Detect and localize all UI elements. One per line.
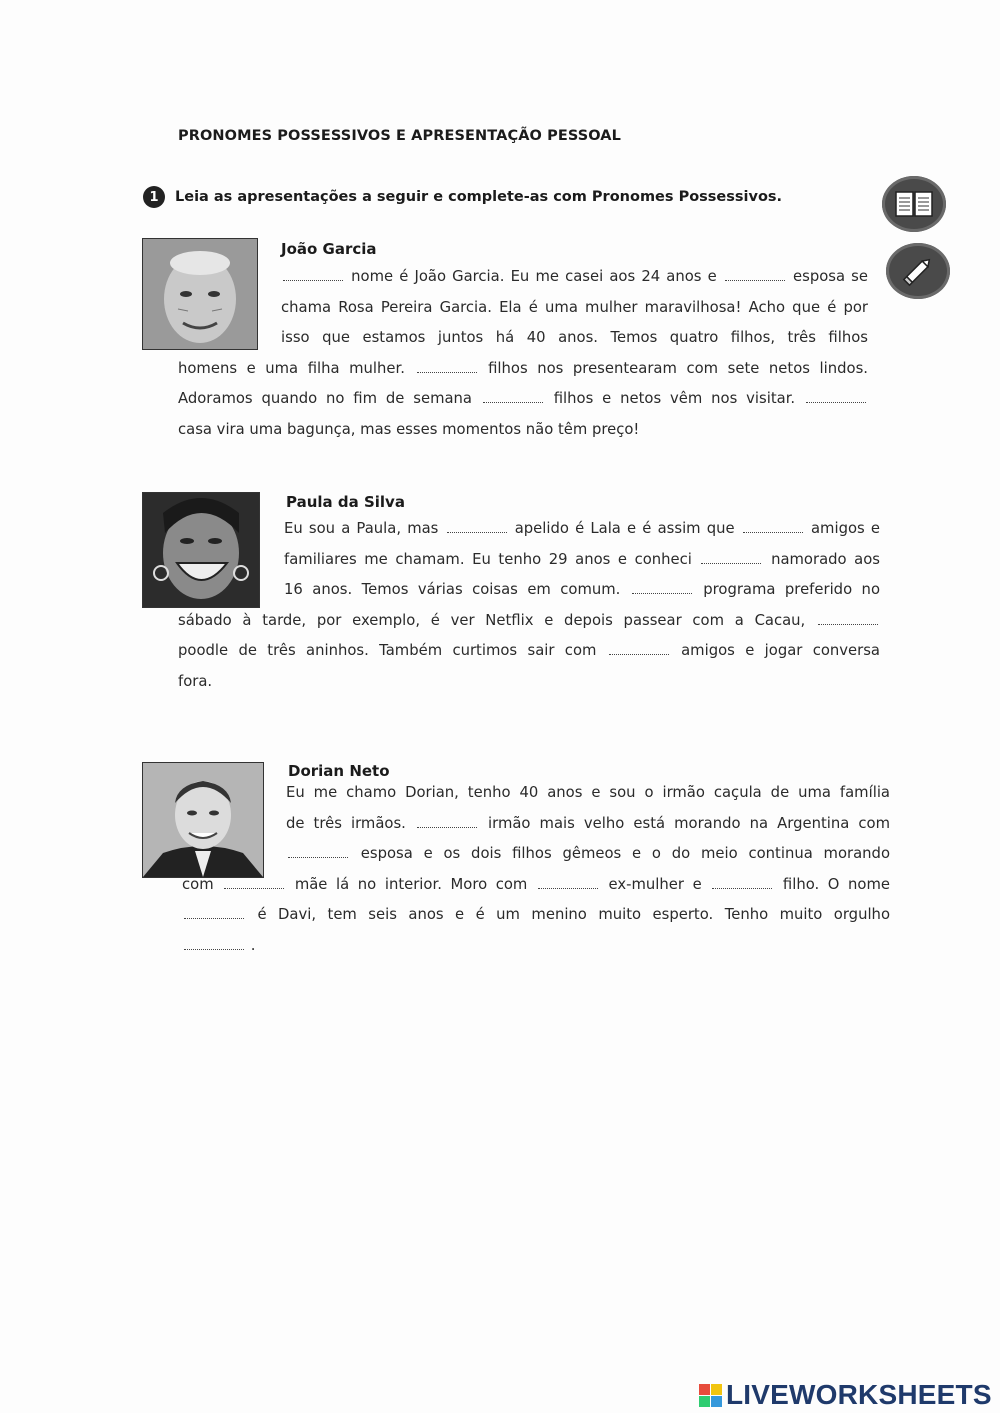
answer-blank[interactable] — [224, 874, 284, 889]
paragraph-line — [182, 870, 890, 901]
section-name: Paula da Silva — [286, 493, 405, 511]
page-title: PRONOMES POSSESSIVOS E APRESENTAÇÃO PESSOAL — [178, 128, 621, 144]
answer-blank[interactable] — [806, 388, 866, 403]
paragraph-text: filhos e netos vêm nos visitar. — [544, 390, 804, 407]
paragraph-text: namorado aos — [763, 550, 880, 568]
paragraph-text: de três irmãos. — [286, 814, 415, 832]
paragraph-line — [281, 262, 868, 293]
answer-blank[interactable] — [184, 904, 244, 919]
paragraph-line — [178, 606, 880, 637]
paragraph-text: programa preferido no — [693, 581, 880, 598]
paragraph-joao — [178, 262, 868, 445]
paragraph-line — [281, 293, 868, 324]
paragraph-text: apelido é Lala e é assim que — [508, 520, 741, 537]
paragraph-text: esposa e os dois filhos gêmeos e o do meio continua morando — [350, 845, 890, 862]
paragraph-text: fora. — [178, 672, 213, 690]
paragraph-text: . — [246, 936, 256, 954]
paragraph-text: irmão mais velho está morando na Argentina com — [478, 814, 890, 832]
paragraph-line — [284, 545, 880, 576]
answer-blank[interactable] — [483, 388, 543, 403]
paragraph-line — [286, 778, 890, 809]
paragraph-line — [284, 575, 880, 606]
paragraph-text: casa vira uma bagunça, mas esses momentos não têm preço! — [178, 420, 640, 438]
answer-blank[interactable] — [447, 518, 507, 533]
paragraph-text: filhos nos presentearam com sete netos lindos. — [478, 359, 868, 377]
paragraph-text: nome é João Garcia. Eu me casei aos 24 anos e — [345, 268, 723, 285]
paragraph-line — [284, 514, 880, 545]
paragraph-text: poodle de três aninhos. Também curtimos sair com — [178, 642, 607, 659]
answer-blank[interactable] — [283, 266, 343, 281]
answer-blank[interactable] — [632, 579, 692, 594]
paragraph-text: familiares me chamam. Eu tenho 29 anos e conheci — [284, 550, 700, 568]
paragraph-line — [178, 667, 880, 698]
liveworksheets-brand — [699, 1379, 992, 1411]
instruction-text: Leia as apresentações a seguir e complete-as com Pronomes Possessivos. — [175, 189, 783, 205]
paragraph-line — [178, 415, 868, 446]
answer-blank[interactable] — [701, 549, 761, 564]
paragraph-text: amigos e jogar conversa — [670, 642, 880, 659]
paragraph-text: Eu sou a Paula, mas — [284, 520, 445, 537]
paragraph-text: é Davi, tem seis anos e é um menino muito esperto. Tenho muito orgulho — [246, 906, 890, 923]
answer-blank[interactable] — [184, 935, 244, 950]
paragraph-line — [286, 809, 890, 840]
answer-blank[interactable] — [417, 813, 477, 828]
paragraph-text: esposa se — [786, 268, 868, 285]
answer-blank[interactable] — [712, 874, 772, 889]
answer-blank[interactable] — [288, 843, 348, 858]
brand-name: LIVEWORKSHEETS — [726, 1379, 992, 1410]
paragraph-text: mãe lá no interior. Moro com — [286, 875, 536, 893]
answer-blank[interactable] — [609, 640, 669, 655]
exercise-instruction — [143, 186, 782, 208]
pencil-icon[interactable] — [886, 243, 950, 299]
paragraph-text: filho. O nome — [774, 875, 890, 893]
paragraph-text: 16 anos. Temos várias coisas em comum. — [284, 581, 630, 598]
answer-blank[interactable] — [725, 266, 785, 281]
paragraph-line — [178, 636, 880, 667]
paragraph-line — [286, 839, 890, 870]
paragraph-line — [182, 931, 890, 962]
paragraph-text: sábado à tarde, por exemplo, é ver Netflix e depois passear com a Cacau, — [178, 611, 816, 629]
answer-blank[interactable] — [743, 518, 803, 533]
section-name: João Garcia — [281, 240, 377, 258]
paragraph-text: chama Rosa Pereira Garcia. Ela é uma mulher maravilhosa! Acho que é por — [281, 298, 868, 316]
paragraph-text: Eu me chamo Dorian, tenho 40 anos e sou o irmão caçula de uma família — [286, 784, 890, 801]
paragraph-text: com — [182, 875, 223, 893]
paragraph-line — [178, 354, 868, 385]
book-icon[interactable] — [882, 176, 946, 232]
paragraph-text: isso que estamos juntos há 40 anos. Temos quatro filhos, três filhos — [281, 329, 868, 346]
paragraph-line — [182, 900, 890, 931]
paragraph-text: amigos e — [804, 520, 880, 537]
paragraph-text: ex-mulher e — [599, 875, 711, 893]
paragraph-dorian — [182, 778, 890, 961]
paragraph-paula — [178, 514, 880, 697]
paragraph-line — [281, 323, 868, 354]
liveworksheets-logo-icon — [699, 1384, 722, 1407]
exercise-number-badge: 1 — [143, 186, 165, 208]
paragraph-text: homens e uma filha mulher. — [178, 359, 415, 377]
answer-blank[interactable] — [818, 610, 878, 625]
answer-blank[interactable] — [417, 358, 477, 373]
answer-blank[interactable] — [538, 874, 598, 889]
paragraph-line — [178, 384, 868, 415]
paragraph-text: Adoramos quando no fim de semana — [178, 390, 481, 407]
section-name: Dorian Neto — [288, 762, 390, 780]
